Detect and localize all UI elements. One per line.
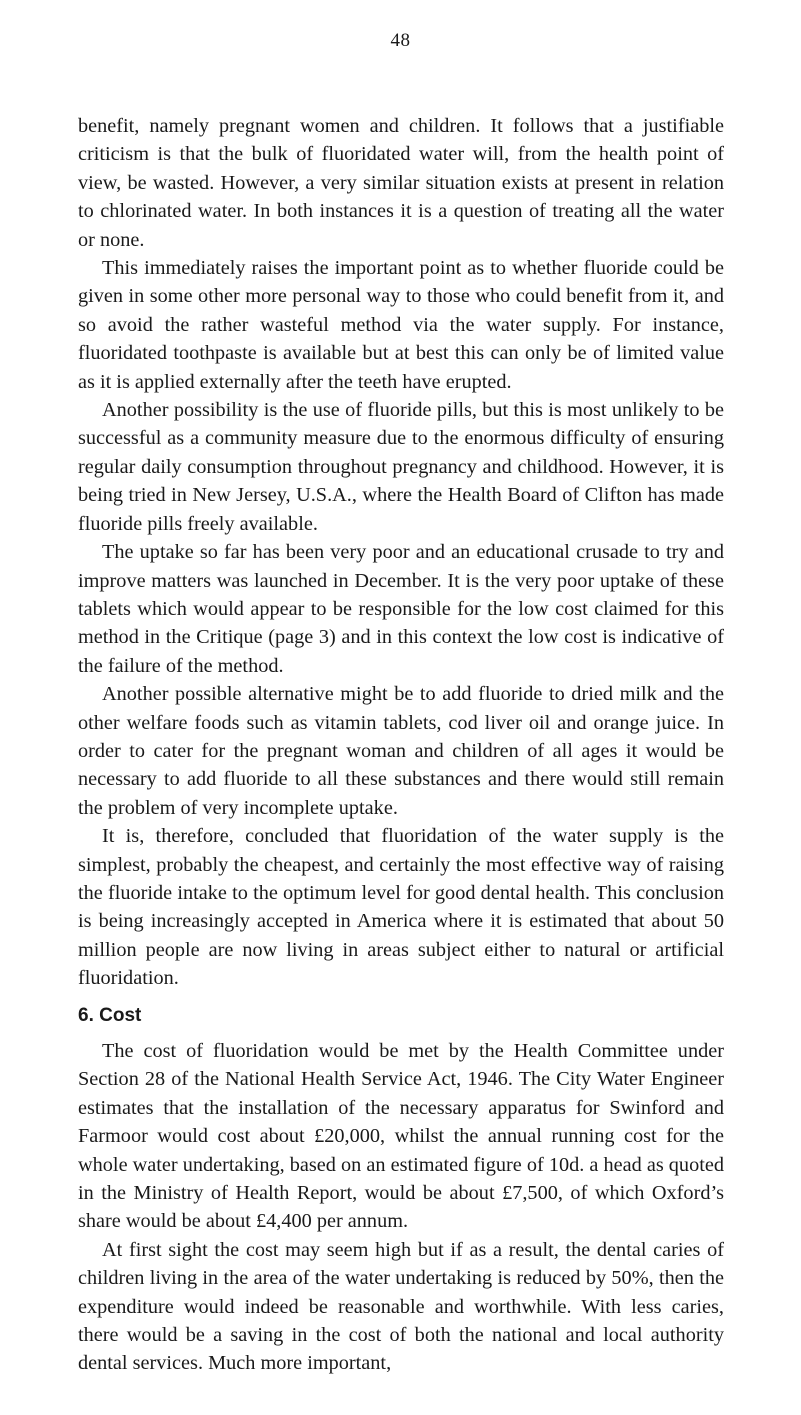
paragraph: At first sight the cost may seem high but if as a result, the dental caries of children living in the area of the water undertaking is reduced by 50%, then the expenditure would indeed be reasonable and worthwhile. With less caries, there would be a saving in the cost of both the national and local authority dental services. Much more important,	[78, 1238, 724, 1375]
section-cost-text	[78, 1037, 724, 1378]
paragraph: It is, therefore, concluded that fluoridation of the water supply is the simplest, probably the cheapest, and certainly the most effective way of raising the fluoride intake to the optimum level for good dental health. This conclusion is being increasingly accepted in America where it is estimated that about 50 million people are now living in areas subject either to natural or artificial fluoridation.	[78, 825, 724, 990]
paragraph: Another possibility is the use of fluoride pills, but this is most unlikely to be successful as a community measure due to the enormous difficulty of ensuring regular daily consumption throughout pregnancy and childhood. However, it is being tried in New Jersey, U.S.A., where the Health Board of Clifton has made fluoride pills freely available.	[78, 399, 724, 535]
page-number: 48	[390, 30, 411, 51]
section-heading: 6. Cost	[78, 1005, 142, 1026]
paragraph: Another possible alternative might be to add fluoride to dried milk and the other welfare foods such as vitamin tablets, cod liver oil and orange juice. In order to cater for the pregnant woman and children of all ages it would be necessary to add fluoride to all these substances and there would still remain the problem of very incomplete uptake.	[78, 683, 724, 819]
body-text	[78, 112, 724, 993]
paragraph: This immediately raises the important point as to whether fluoride could be given in some other more personal way to those who could benefit from it, and so avoid the rather wasteful method via the water supply. For instance, fluoridated toothpaste is available but at best this can only be of limited value as it is applied externally after the teeth have erupted.	[78, 257, 724, 393]
paragraph: benefit, namely pregnant women and children. It follows that a justifiable criticism is that the bulk of fluoridated water will, from the health point of view, be wasted. However, a very similar situation exists at present in relation to chlorinated water. In both instances it is a question of treating all the water or none.	[78, 115, 724, 251]
paragraph: The uptake so far has been very poor and an educational crusade to try and improve matters was launched in December. It is the very poor uptake of these tablets which would appear to be responsible for the low cost claimed for this method in the Critique (page 3) and in this context the low cost is indicative of the failure of the method.	[78, 541, 724, 677]
paragraph: The cost of fluoridation would be met by the Health Committee under Section 28 of the National Health Service Act, 1946. The City Water Engineer estimates that the installation of the necessary apparatus for Swinford and Farmoor would cost about £20,000, whilst the annual running cost for the whole water undertaking, based on an estimated figure of 10d. a head as quoted in the Ministry of Health Report, would be about £7,500, of which Oxford’s share would be about £4,400 per annum.	[78, 1040, 724, 1233]
